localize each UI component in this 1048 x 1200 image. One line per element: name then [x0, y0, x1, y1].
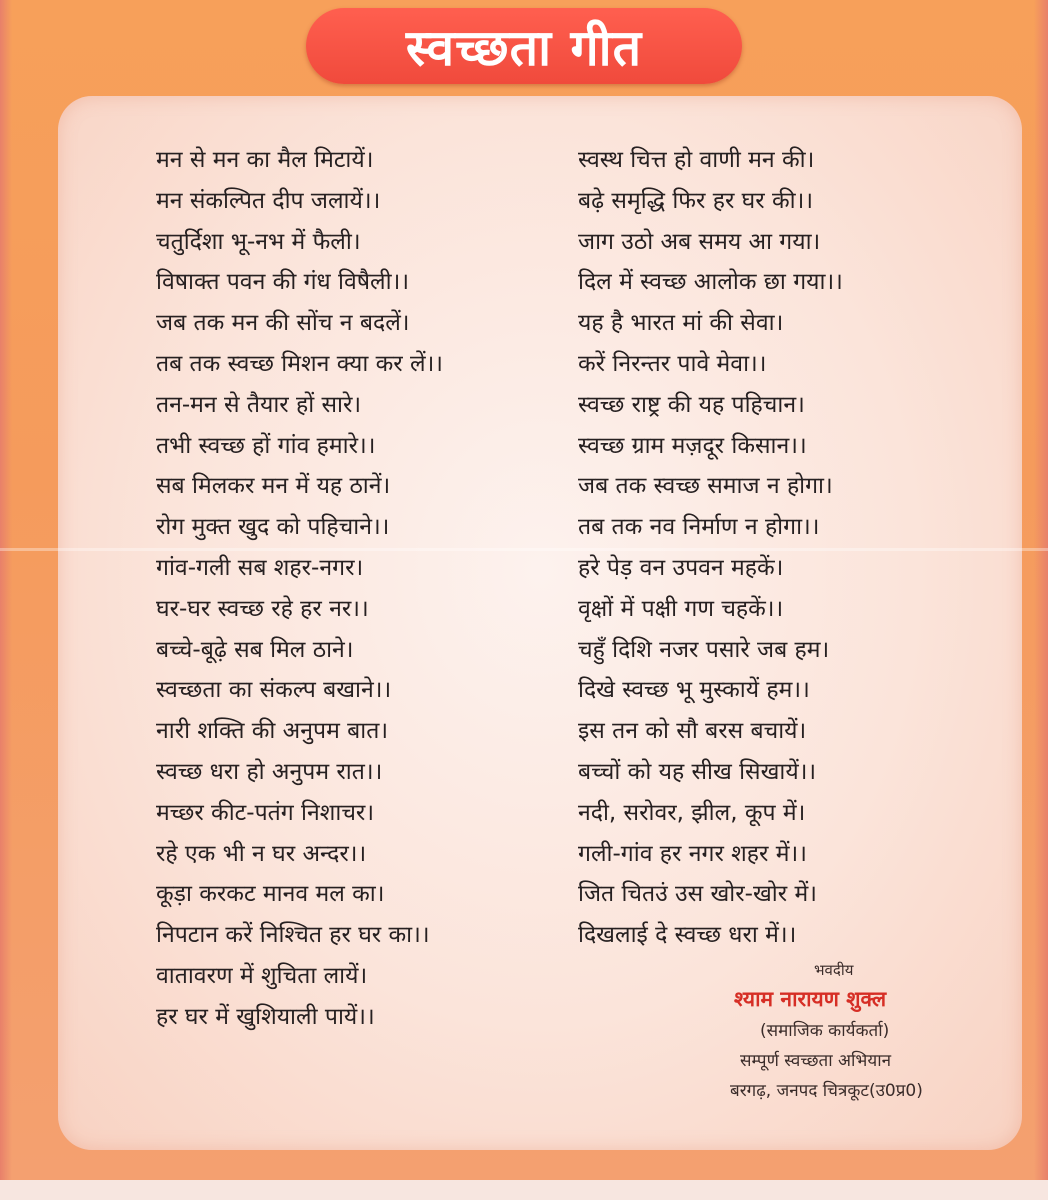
verse-line: जाग उठो अब समय आ गया।	[578, 228, 821, 255]
author-role: (समाजिक कार्यकर्ता)	[760, 1021, 890, 1041]
verse-line: वृक्षों में पक्षी गण चहकें।।	[578, 595, 784, 622]
verse-line: करें निरन्तर पावे मेवा।।	[578, 350, 767, 377]
left-edge-shade	[0, 0, 12, 1180]
verse-line: बच्चों को यह सीख सिखायें।।	[578, 758, 817, 785]
author-name: श्याम नारायण शुक्ल	[734, 987, 887, 1011]
verse-line: गांव-गली सब शहर-नगर।	[156, 554, 364, 581]
verse-line: हरे पेड़ वन उपवन महकें।	[578, 554, 784, 581]
verse-line: तब तक नव निर्माण न होगा।।	[578, 514, 820, 541]
verse-line: हर घर में खुशियाली पायें।।	[156, 1003, 375, 1030]
paper-margin	[0, 1180, 1048, 1200]
verse-line: मन से मन का मैल मिटायें।	[156, 147, 374, 173]
verse-line: निपटान करें निश्चित हर घर का।।	[156, 922, 430, 949]
verse-line: सब मिलकर मन में यह ठानें।	[156, 473, 391, 500]
verse-line: मच्छर कीट-पतंग निशाचर।	[156, 799, 375, 826]
poem-right-column	[578, 140, 938, 956]
verse-line: तब तक स्वच्छ मिशन क्या कर लें।।	[156, 350, 444, 377]
verse-line: मन संकल्पित दीप जलायें।।	[156, 187, 381, 214]
author-address: बरगढ़, जनपद चित्रकूट(उ0प्र0)	[730, 1081, 923, 1101]
verse-line: विषाक्त पवन की गंध विषैली।।	[156, 269, 410, 296]
verse-line: रहे एक भी न घर अन्दर।।	[156, 840, 367, 867]
verse-line: रोग मुक्त खुद को पहिचाने।।	[156, 514, 390, 541]
verse-line: जब तक स्वच्छ समाज न होगा।	[578, 473, 833, 500]
verse-line: दिखलाई दे स्वच्छ धरा में।।	[578, 922, 797, 949]
verse-line: स्वच्छ ग्राम मज़दूर किसान।।	[578, 432, 807, 459]
signature-greeting: भवदीय	[814, 961, 854, 979]
title-banner	[306, 8, 742, 84]
verse-line: स्वस्थ चित्त हो वाणी मन की।	[578, 147, 815, 173]
verse-line: घर-घर स्वच्छ रहे हर नर।।	[156, 595, 369, 622]
verse-line: वातावरण में शुचिता लायें।	[156, 962, 368, 989]
poster-title: स्वच्छता गीत	[405, 19, 643, 77]
verse-line: नदी, सरोवर, झील, कूप में।	[578, 799, 806, 826]
verse-line: स्वच्छ राष्ट्र की यह पहिचान।	[578, 391, 805, 418]
verse-line: चहुँ दिशि नजर पसारे जब हम।	[578, 636, 830, 663]
verse-line: बच्चे-बूढ़े सब मिल ठाने।	[156, 636, 354, 663]
verse-line: इस तन को सौ बरस बचायें।	[578, 718, 807, 745]
verse-line: तभी स्वच्छ हों गांव हमारे।।	[156, 432, 376, 459]
verse-line: बढ़े समृद्धि फिर हर घर की।।	[578, 187, 814, 214]
verse-line: नारी शक्ति की अनुपम बात।	[156, 718, 389, 745]
verse-line: जित चितउं उस खोर-खोर में।	[578, 881, 817, 908]
right-edge-shade	[1034, 0, 1048, 1180]
verse-line: तन-मन से तैयार हों सारे।	[156, 391, 362, 418]
verse-line: स्वच्छ धरा हो अनुपम रात।।	[156, 758, 383, 785]
verse-line: स्वच्छता का संकल्प बखाने।।	[156, 677, 392, 704]
verse-line: गली-गांव हर नगर शहर में।।	[578, 840, 807, 867]
verse-line: कूड़ा करकट मानव मल का।	[156, 881, 385, 908]
signature-block	[700, 958, 1020, 1106]
verse-line: दिखे स्वच्छ भू मुस्कायें हम।।	[578, 677, 810, 704]
poem-left-column	[156, 140, 516, 1038]
verse-line: यह है भारत मां की सेवा।	[578, 310, 784, 337]
verse-line: चतुर्दिशा भू-नभ में फैली।	[156, 228, 361, 255]
verse-line: जब तक मन की सोंच न बदलें।	[156, 310, 410, 337]
verse-line: दिल में स्वच्छ आलोक छा गया।।	[578, 269, 843, 296]
campaign-name: सम्पूर्ण स्वच्छता अभियान	[740, 1051, 892, 1071]
